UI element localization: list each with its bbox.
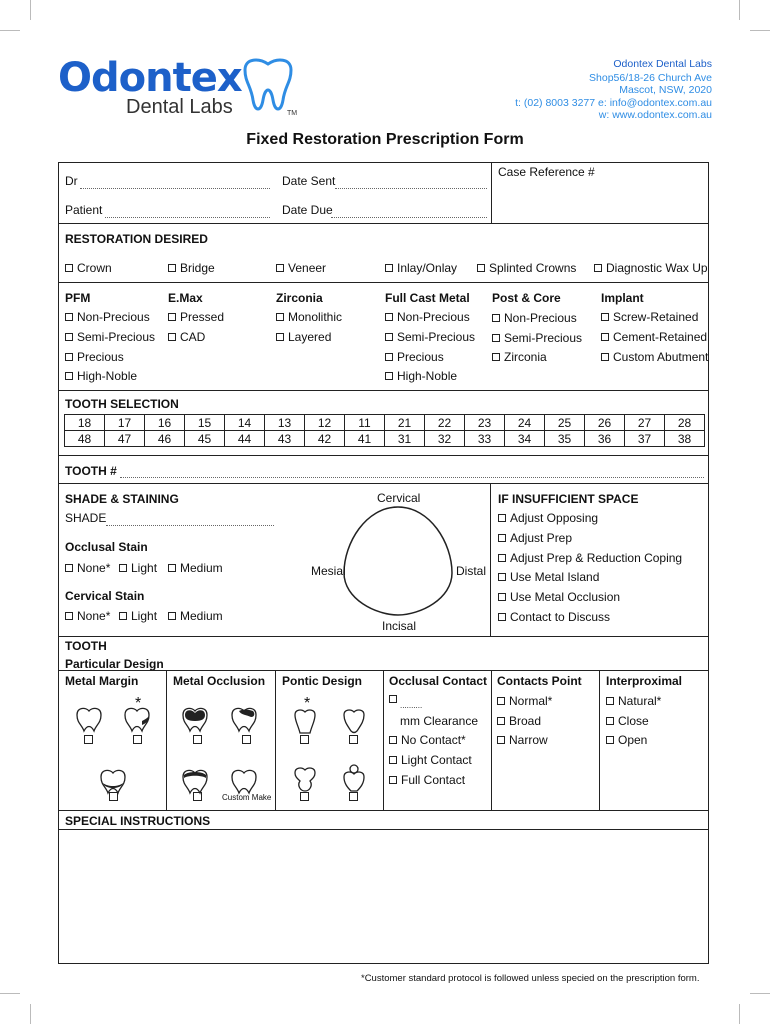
mm-clearance-label: mm Clearance: [400, 714, 479, 728]
checkbox[interactable]: [498, 593, 506, 601]
tooth-logo-icon: [237, 56, 299, 116]
metal-occlusion-full-icon: [180, 705, 210, 733]
tooth-selection-grid: [64, 414, 705, 447]
option-label: Contact to Discuss: [510, 610, 611, 624]
metal-occlusion-band-icon: [180, 767, 210, 795]
full-cast-option[interactable]: [385, 350, 444, 364]
metal-margin-heading: Metal Margin: [65, 674, 139, 688]
full-cast-option[interactable]: [385, 330, 475, 344]
space-option[interactable]: [498, 511, 598, 525]
tooth-cell[interactable]: 26: [585, 415, 625, 431]
crop-mark: [30, 0, 31, 20]
checkbox[interactable]: [498, 613, 506, 621]
option-label: CAD: [180, 330, 206, 344]
option-label: Semi-Precious: [397, 330, 476, 344]
option-label: Bridge: [180, 261, 215, 275]
divider: [383, 670, 384, 810]
date-sent-label: Date Sent: [282, 174, 336, 188]
tooth-cell[interactable]: 48: [65, 431, 105, 447]
tooth-cell[interactable]: 28: [665, 415, 705, 431]
tooth-cell[interactable]: 13: [265, 415, 305, 431]
tooth-cell[interactable]: 24: [505, 415, 545, 431]
special-instructions-field[interactable]: [60, 831, 707, 962]
checkbox[interactable]: [498, 534, 506, 542]
option-label: Veneer: [288, 261, 327, 275]
asterisk-marker: *: [135, 695, 142, 712]
checkbox[interactable]: [168, 564, 176, 572]
checkbox[interactable]: [119, 612, 127, 620]
company-website: w: www.odontex.com.au: [598, 109, 712, 121]
restoration-diagnostic-wax-up[interactable]: [594, 261, 708, 275]
footer-note: *Customer standard protocol is followed unless specied on the prescription form.: [361, 973, 700, 984]
checkbox[interactable]: [492, 334, 500, 342]
option-label: None*: [77, 609, 111, 623]
space-option[interactable]: [498, 610, 610, 624]
tooth-cell[interactable]: 46: [145, 431, 185, 447]
contacts-point-option[interactable]: [497, 733, 548, 747]
option-label: Non-Precious: [504, 311, 577, 325]
particular-design-label: Particular Design: [65, 657, 164, 671]
lower-teeth-row: [65, 431, 705, 447]
option-label: Precious: [397, 350, 444, 364]
checkbox[interactable]: [389, 776, 397, 784]
full-cast-option[interactable]: [385, 369, 457, 383]
divider: [275, 670, 276, 810]
contacts-point-option[interactable]: [497, 714, 541, 728]
divider: [58, 223, 709, 224]
shade-field[interactable]: [106, 525, 274, 526]
zirconia-option[interactable]: [276, 310, 342, 324]
special-instructions-heading: SPECIAL INSTRUCTIONS: [65, 814, 211, 828]
tooth-cell[interactable]: 11: [345, 415, 385, 431]
checkbox[interactable]: [606, 736, 614, 744]
patient-field[interactable]: [105, 217, 270, 218]
shade-heading: SHADE & STAINING: [65, 492, 179, 506]
checkbox[interactable]: [133, 735, 142, 744]
company-address-1: Shop56/18-26 Church Ave: [589, 72, 712, 84]
implant-option[interactable]: [601, 310, 698, 324]
tooth-cell[interactable]: 33: [465, 431, 505, 447]
divider: [58, 390, 709, 391]
checkbox[interactable]: [276, 333, 284, 341]
occlusal-none[interactable]: [65, 561, 110, 575]
checkbox[interactable]: [389, 695, 397, 703]
option-label: Pressed: [180, 310, 225, 324]
checkbox[interactable]: [300, 792, 309, 801]
tooth-number-field[interactable]: [120, 477, 704, 478]
crown-full-metal-margin-icon: [98, 767, 128, 795]
option-label: Broad: [509, 714, 542, 728]
option-label: Light: [131, 609, 158, 623]
distal-label: Distal: [456, 564, 487, 578]
contacts-point-heading: Contacts Point: [497, 674, 582, 688]
cervical-label: Cervical: [377, 491, 421, 505]
mm-clearance-blank[interactable]: ..........: [400, 701, 423, 710]
crop-mark: [0, 30, 20, 31]
checkbox[interactable]: [497, 717, 505, 725]
option-label: Semi-Precious: [77, 330, 156, 344]
checkbox[interactable]: [65, 264, 73, 272]
tooth-cell[interactable]: 32: [425, 431, 465, 447]
divider: [599, 670, 600, 810]
checkbox[interactable]: [498, 573, 506, 581]
company-name: Odontex Dental Labs: [613, 58, 712, 70]
checkbox[interactable]: [389, 756, 397, 764]
tooth-cell[interactable]: 43: [265, 431, 305, 447]
tooth-cell[interactable]: 14: [225, 415, 265, 431]
option-label: Use Metal Occlusion: [510, 590, 621, 604]
checkbox[interactable]: [349, 792, 358, 801]
tooth-cell[interactable]: 22: [425, 415, 465, 431]
checkbox[interactable]: [276, 313, 284, 321]
pontic-ridge-lap-icon: [292, 707, 318, 735]
crop-mark: [739, 0, 740, 20]
cervical-stain-label: Cervical Stain: [65, 589, 145, 603]
tooth-cell[interactable]: 34: [505, 431, 545, 447]
option-label: None*: [77, 561, 111, 575]
post-core-heading: Post & Core: [492, 291, 561, 305]
option-label: Adjust Prep & Reduction Coping: [510, 551, 683, 565]
checkbox[interactable]: [84, 735, 93, 744]
checkbox[interactable]: [497, 697, 505, 705]
divider: [491, 670, 492, 810]
contacts-point-option[interactable]: [497, 694, 552, 708]
occlusal-stain-label: Occlusal Stain: [65, 540, 148, 554]
occlusal-contact-option[interactable]: [389, 753, 472, 767]
pontic-sanitary-icon: [341, 763, 367, 793]
emax-heading: E.Max: [168, 291, 203, 305]
divider: [58, 483, 709, 484]
option-label: Open: [618, 733, 648, 747]
checkbox[interactable]: [65, 313, 73, 321]
checkbox[interactable]: [497, 736, 505, 744]
emax-option[interactable]: [168, 330, 205, 344]
checkbox[interactable]: [65, 353, 73, 361]
crop-mark: [750, 993, 770, 994]
pfm-heading: PFM: [65, 291, 91, 305]
tooth-cell[interactable]: 41: [345, 431, 385, 447]
checkbox[interactable]: [109, 792, 118, 801]
mesial-label: Mesial: [311, 564, 346, 578]
option-label: No Contact*: [401, 733, 466, 747]
checkbox[interactable]: [594, 264, 602, 272]
checkbox[interactable]: [65, 612, 73, 620]
option-label: Adjust Opposing: [510, 511, 599, 525]
option-label: Medium: [180, 609, 223, 623]
tooth-shade-diagram[interactable]: [340, 503, 456, 619]
tooth-selection-heading: TOOTH SELECTION: [65, 397, 179, 411]
checkbox[interactable]: [385, 333, 393, 341]
checkbox[interactable]: [242, 735, 251, 744]
interproximal-option[interactable]: [606, 694, 661, 708]
tooth-cell[interactable]: 36: [585, 431, 625, 447]
tooth-cell[interactable]: 38: [665, 431, 705, 447]
upper-teeth-row: [65, 415, 705, 431]
patient-label: Patient: [65, 203, 103, 217]
option-label: Custom Abutment: [613, 350, 709, 364]
space-option[interactable]: [498, 531, 572, 545]
option-label: Close: [618, 714, 649, 728]
checkbox[interactable]: [385, 313, 393, 321]
restoration-splinted-crowns[interactable]: [477, 261, 576, 275]
post-core-option[interactable]: [492, 350, 547, 364]
company-address-2: Mascot, NSW, 2020: [619, 84, 712, 96]
checkbox[interactable]: [65, 333, 73, 341]
checkbox[interactable]: [385, 372, 393, 380]
option-label: Full Contact: [401, 773, 466, 787]
restoration-crown[interactable]: [65, 261, 112, 275]
asterisk-marker: *: [304, 695, 311, 712]
tooth-cell[interactable]: 44: [225, 431, 265, 447]
metal-occlusion-partial-icon: [229, 705, 259, 733]
metal-occlusion-heading: Metal Occlusion: [173, 674, 266, 688]
post-core-option[interactable]: [492, 311, 577, 325]
cervical-none[interactable]: [65, 609, 110, 623]
restoration-veneer[interactable]: [276, 261, 326, 275]
checkbox[interactable]: [349, 735, 358, 744]
crop-mark: [750, 30, 770, 31]
implant-heading: Implant: [601, 291, 644, 305]
date-sent-field[interactable]: [335, 188, 487, 189]
checkbox[interactable]: [119, 564, 127, 572]
tooth-cell[interactable]: 35: [545, 431, 585, 447]
case-reference-label: Case Reference #: [498, 165, 595, 179]
full-cast-option[interactable]: [385, 310, 470, 324]
tooth-cell[interactable]: 18: [65, 415, 105, 431]
cervical-light[interactable]: [119, 609, 157, 623]
pfm-option[interactable]: [65, 330, 155, 344]
checkbox[interactable]: [492, 353, 500, 361]
full-cast-metal-heading: Full Cast Metal: [385, 291, 470, 305]
tooth-cell[interactable]: 23: [465, 415, 505, 431]
pfm-option[interactable]: [65, 310, 150, 324]
option-label: Diagnostic Wax Up: [606, 261, 708, 275]
checkbox[interactable]: [477, 264, 485, 272]
option-label: Semi-Precious: [504, 331, 583, 345]
pontic-ovate-icon: [292, 765, 318, 793]
checkbox[interactable]: [498, 554, 506, 562]
option-label: High-Noble: [397, 369, 458, 383]
option-label: Use Metal Island: [510, 570, 600, 584]
option-label: High-Noble: [77, 369, 138, 383]
checkbox[interactable]: [492, 314, 500, 322]
divider: [491, 162, 492, 224]
date-due-field[interactable]: [331, 217, 487, 218]
checkbox[interactable]: [65, 564, 73, 572]
cervical-medium[interactable]: [168, 609, 223, 623]
dr-field[interactable]: [80, 188, 270, 189]
pfm-option[interactable]: [65, 369, 137, 383]
dr-label: Dr: [65, 174, 78, 188]
checkbox[interactable]: [168, 313, 176, 321]
interproximal-option[interactable]: [606, 733, 647, 747]
occlusal-medium[interactable]: [168, 561, 223, 575]
checkbox[interactable]: [498, 514, 506, 522]
divider: [58, 636, 709, 637]
implant-option[interactable]: [601, 330, 707, 344]
occlusal-contact-option[interactable]: [389, 773, 465, 787]
tooth-cell[interactable]: 25: [545, 415, 585, 431]
option-label: Non-Precious: [397, 310, 470, 324]
checkbox[interactable]: [606, 697, 614, 705]
restoration-heading: RESTORATION DESIRED: [65, 232, 208, 246]
checkbox[interactable]: [168, 264, 176, 272]
checkbox[interactable]: [601, 333, 609, 341]
option-label: Splinted Crowns: [489, 261, 577, 275]
form-title: Fixed Restoration Prescription Form: [246, 131, 524, 148]
option-label: Light Contact: [401, 753, 472, 767]
option-label: Screw-Retained: [613, 310, 699, 324]
tooth-cell[interactable]: 31: [385, 431, 425, 447]
option-label: Narrow: [509, 733, 548, 747]
option-label: Inlay/Onlay: [397, 261, 458, 275]
crown-metal-collar-icon: [122, 705, 152, 733]
option-label: Light: [131, 561, 158, 575]
checkbox[interactable]: [385, 353, 393, 361]
tooth-cell[interactable]: 21: [385, 415, 425, 431]
pontic-modified-ridge-icon: [341, 707, 367, 735]
zirconia-option[interactable]: [276, 330, 331, 344]
checkbox[interactable]: [276, 264, 284, 272]
checkbox[interactable]: [193, 735, 202, 744]
incisal-label: Incisal: [382, 619, 417, 633]
space-option[interactable]: [498, 570, 599, 584]
tooth-cell[interactable]: 12: [305, 415, 345, 431]
checkbox[interactable]: [168, 612, 176, 620]
option-label: Precious: [77, 350, 124, 364]
pontic-design-heading: Pontic Design: [282, 674, 363, 688]
option-label: Monolithic: [288, 310, 343, 324]
company-contact: t: (02) 8003 3277 e: info@odontex.com.au: [515, 97, 712, 109]
insufficient-space-heading: IF INSUFFICIENT SPACE: [498, 492, 639, 506]
option-label: Zirconia: [504, 350, 547, 364]
interproximal-heading: Interproximal: [606, 674, 683, 688]
checkbox[interactable]: [193, 792, 202, 801]
option-label: Layered: [288, 330, 332, 344]
tooth-cell[interactable]: 27: [625, 415, 665, 431]
tooth-number-label: TOOTH #: [65, 464, 117, 478]
tooth-cell[interactable]: 45: [185, 431, 225, 447]
crown-margin-icon: [74, 705, 104, 733]
space-option[interactable]: [498, 551, 682, 565]
crop-mark: [30, 1004, 31, 1024]
divider: [490, 483, 491, 636]
tooth-cell[interactable]: 37: [625, 431, 665, 447]
tooth-cell[interactable]: 15: [185, 415, 225, 431]
checkbox[interactable]: [65, 372, 73, 380]
zirconia-heading: Zirconia: [276, 291, 323, 305]
occlusal-light[interactable]: [119, 561, 157, 575]
pfm-option[interactable]: [65, 350, 124, 364]
option-label: Natural*: [618, 694, 662, 708]
space-option[interactable]: [498, 590, 620, 604]
crop-mark: [739, 1004, 740, 1024]
date-due-label: Date Due: [282, 203, 333, 217]
tooth-cell[interactable]: 47: [105, 431, 145, 447]
option-label: Medium: [180, 561, 223, 575]
shade-label: SHADE: [65, 511, 107, 525]
custom-make-label: Custom Make: [222, 793, 272, 802]
divider: [58, 810, 709, 811]
checkbox[interactable]: [385, 264, 393, 272]
occlusal-contact-option[interactable]: [389, 733, 466, 747]
restoration-inlay-onlay[interactable]: [385, 261, 457, 275]
checkbox[interactable]: [601, 313, 609, 321]
company-logo: Odontex: [58, 55, 242, 101]
option-label: Adjust Prep: [510, 531, 573, 545]
company-logo-subtitle: Dental Labs: [126, 96, 233, 118]
post-core-option[interactable]: [492, 331, 582, 345]
checkbox[interactable]: [389, 736, 397, 744]
option-label: Non-Precious: [77, 310, 150, 324]
interproximal-option[interactable]: [606, 714, 649, 728]
checkbox[interactable]: [300, 735, 309, 744]
crop-mark: [0, 993, 20, 994]
custom-make-tooth-icon: [229, 767, 259, 795]
tooth-cell[interactable]: 17: [105, 415, 145, 431]
checkbox[interactable]: [601, 353, 609, 361]
option-label: Cement-Retained: [613, 330, 708, 344]
tooth-design-heading: TOOTH: [65, 639, 107, 653]
checkbox[interactable]: [606, 717, 614, 725]
occlusal-contact-heading: Occlusal Contact: [389, 674, 488, 688]
trademark: TM: [287, 110, 298, 117]
tooth-cell[interactable]: 42: [305, 431, 345, 447]
divider: [58, 455, 709, 456]
divider: [58, 282, 709, 283]
divider: [58, 829, 709, 830]
option-label: Normal*: [509, 694, 553, 708]
implant-option[interactable]: [601, 350, 708, 364]
checkbox[interactable]: [168, 333, 176, 341]
divider: [166, 670, 167, 810]
option-label: Crown: [77, 261, 112, 275]
restoration-bridge[interactable]: [168, 261, 215, 275]
emax-option[interactable]: [168, 310, 224, 324]
tooth-cell[interactable]: 16: [145, 415, 185, 431]
